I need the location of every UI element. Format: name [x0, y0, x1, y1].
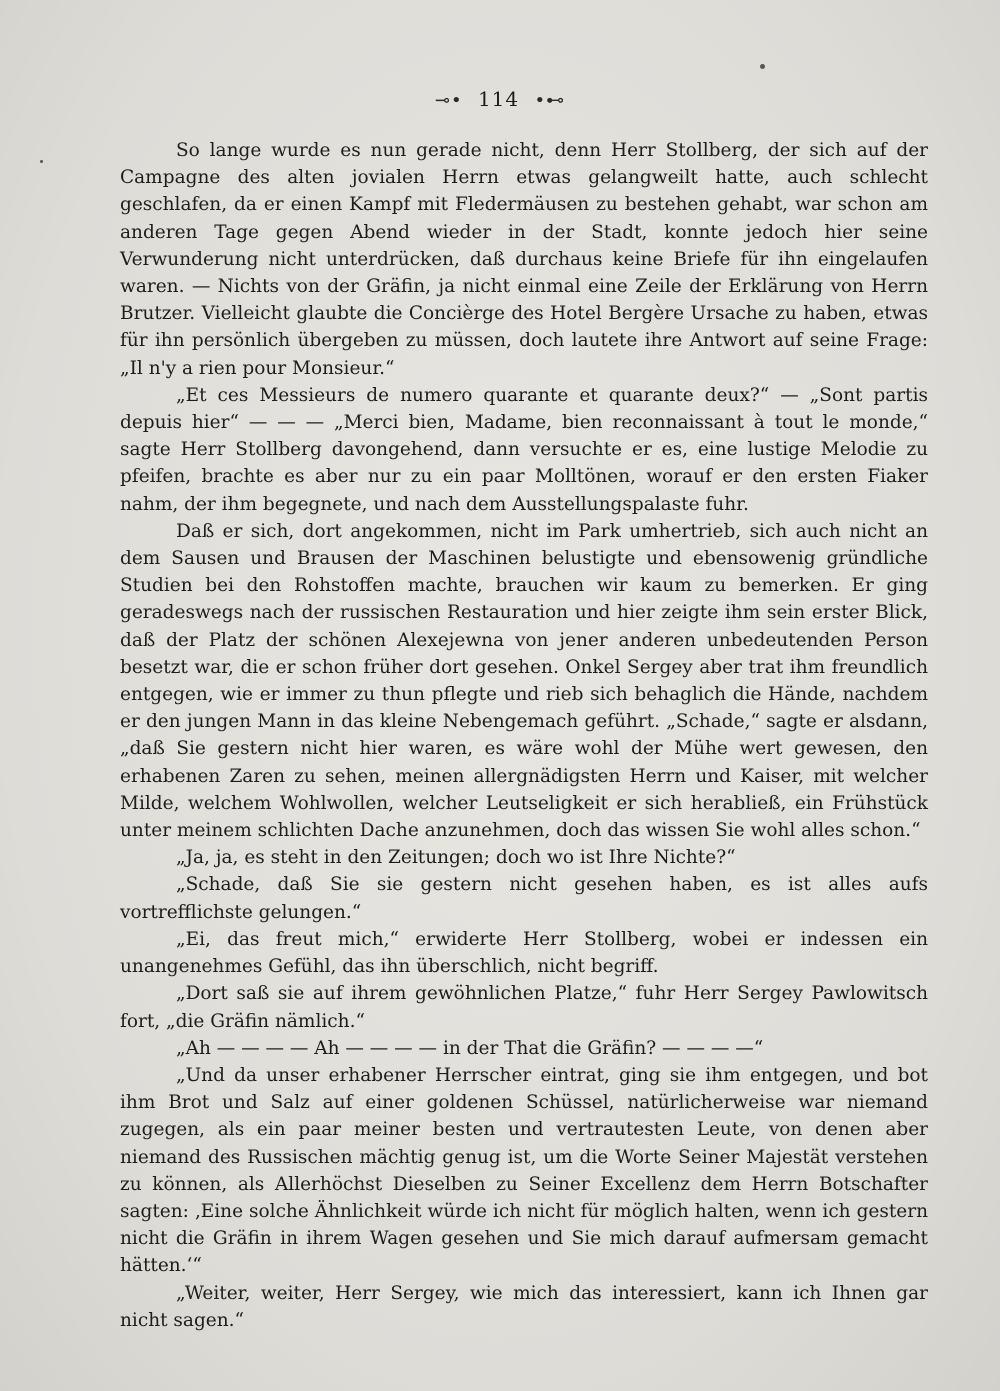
paragraph: „Schade, daß Sie sie gestern nicht gesehen haben, es ist alles aufs vortrefflichste gelungen.“: [120, 874, 928, 923]
paper-speck: [760, 64, 765, 69]
paragraph: So lange wurde es nun gerade nicht, denn Herr Stollberg, der sich auf der Campagne des alten jovialen Herrn etwas gelangweilt hatte, auch schlecht geschlafen, da er einen Kampf mit Fledermäusen zu bestehen gehabt, war schon am anderen Tage gegen Abend wieder in der Stadt, konnte jedoch hier seine Verwunderung nicht unterdrücken, daß durchaus keine Briefe für ihn eingelaufen waren. — Nichts von der Gräfin, ja nicht einmal eine Zeile der Erklärung von Herrn Brutzer. Vielleicht glaubte die Concièrge des Hotel Bergère Ursache zu haben, etwas für ihn persönlich übergeben zu müssen, doch lautete ihre Antwort auf seine Frage: „Il n'y a rien pour Monsieur.“: [120, 140, 928, 379]
paragraph: „Ah — — — — Ah — — — — in der That die Gräfin? — — — —“: [176, 1037, 764, 1059]
body-text: [120, 137, 928, 1334]
paragraph: „Ja, ja, es steht in den Zeitungen; doch wo ist Ihre Nichte?“: [176, 847, 736, 869]
paragraph: „Ei, das freut mich,“ erwiderte Herr Stollberg, wobei er indessen ein unangenehmes Gefühl, das ihn überschlich, nicht begriff.: [120, 928, 928, 978]
paragraph: „Et ces Messieurs de numero quarante et quarante deux?“ — „Sont partis depuis hier“ — — — „Merci bien, Madame, bien reconnaissant à tout le monde,“ sagte Herr Stollberg davongehend, dann versuchte er es, eine lustige Melodie zu pfeifen, brachte es aber nur zu ein paar Molltönen, worauf er den ersten Fiaker nahm, der ihm begegnete, und nach dem Ausstellungspalaste fuhr.: [120, 384, 928, 515]
paragraph: „Weiter, weiter, Herr Sergey, wie mich das interessiert, kann ich Ihnen gar nicht sagen.“: [120, 1282, 928, 1331]
page-header: [0, 86, 1000, 114]
paragraph: „Und da unser erhabener Herrscher eintrat, ging sie ihm entgegen, und bot ihm Brot und Salz auf einer goldenen Schüssel, natürlicherweise war niemand zugegen, als ein paar meiner besten und vertrautesten Leute, von denen aber niemand des Russischen mächtig genug ist, um die Worte Seiner Majestät verstehen zu können, als Allerhöchst Dieselben zu Seiner Excellenz dem Herrn Botschafter sagten: ‚Eine solche Ähnlichkeit würde ich nicht für möglich halten, wenn ich gestern nicht die Gräfin in ihrem Wagen gesehen und Sie mich darauf aufmersam gemacht hätten.‘“: [120, 1064, 928, 1277]
ornament-right-icon: •⊷: [534, 90, 566, 111]
paragraph: „Dort saß sie auf ihrem gewöhnlichen Platze,“ fuhr Herr Sergey Pawlowitsch fort, „die Gräfin nämlich.“: [120, 983, 928, 1032]
paper-speck: [40, 160, 43, 163]
paragraph: Daß er sich, dort angekommen, nicht im Park umhertrieb, sich auch nicht an dem Sausen und Brausen der Maschinen belustigte und ebensowenig gründliche Studien bei den Rohstoffen machte, brauchen wir kaum zu bemerken. Er ging geradeswegs nach der russischen Restauration und hier zeigte ihm sein erster Blick, daß der Platz der schönen Alexejewna von jener anderen unbedeutenden Person besetzt war, die er schon früher dort gesehen. Onkel Sergey aber trat ihm freundlich entgegen, wie er immer zu thun pflegte und rieb sich behaglich die Hände, nachdem er den jungen Mann in das kleine Nebengemach geführt. „Schade,“ sagte er alsdann, „daß Sie gestern nicht hier waren, es wäre wohl der Mühe wert gewesen, den erhabenen Zaren zu sehen, meinen allergnädigsten Herrn und Kaiser, mit welcher Milde, welchem Wohlwollen, welcher Leutseligkeit er sich herabließ, ein Frühstück unter meinem schlichten Dache anzunehmen, doch das wissen Sie wohl alles schon.“: [120, 520, 928, 842]
page-number: 114: [477, 87, 520, 111]
ornament-left-icon: ⊸•: [434, 90, 463, 111]
